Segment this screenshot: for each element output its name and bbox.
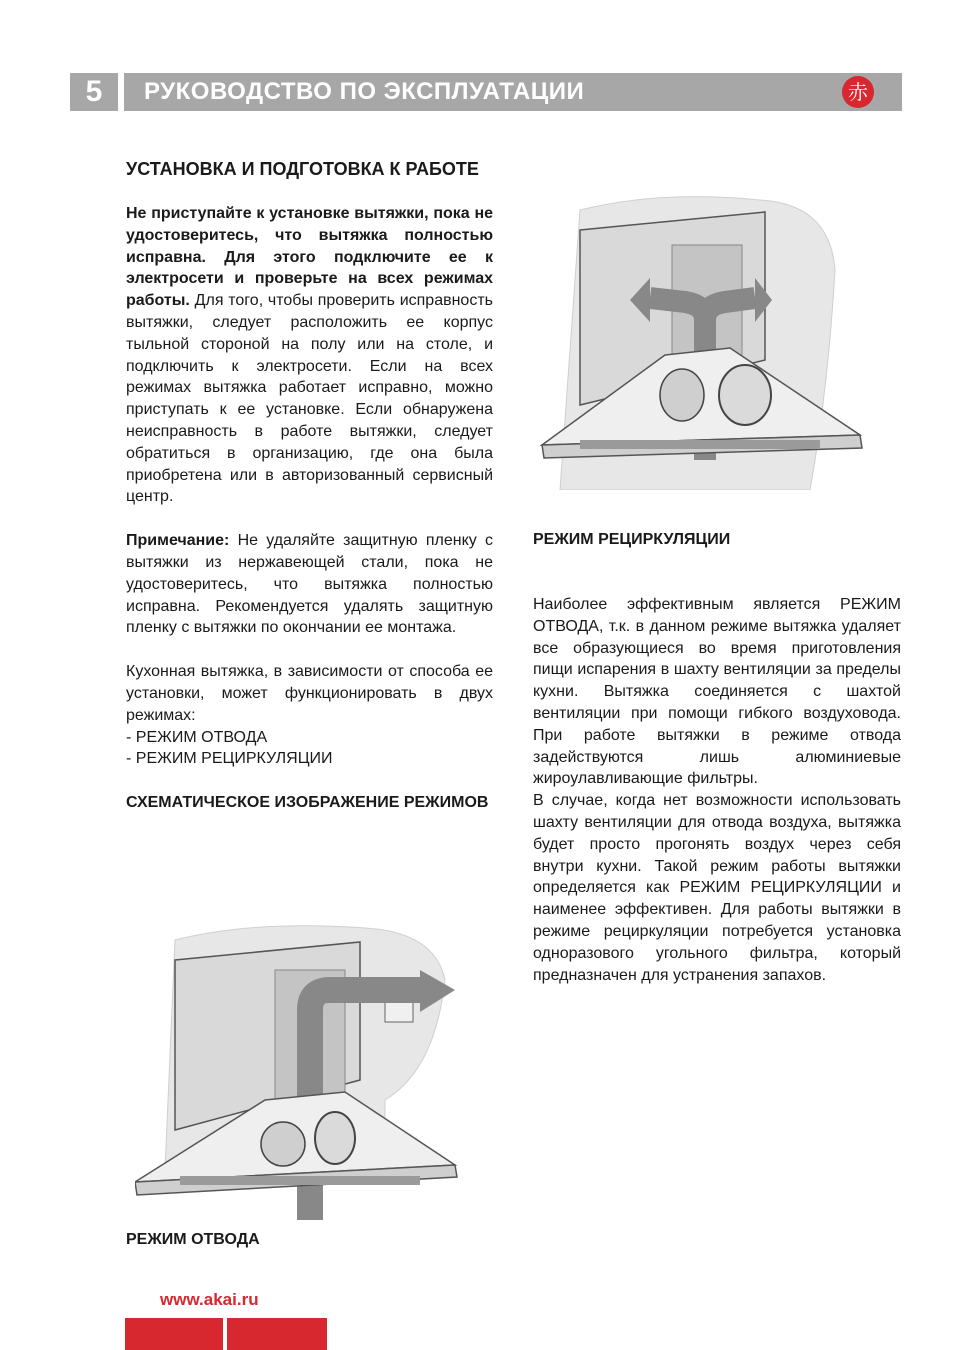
page-title: РУКОВОДСТВО ПО ЭКСПЛУАТАЦИИ bbox=[144, 78, 585, 105]
left-column bbox=[126, 157, 493, 814]
exhaust-mode-description: Наиболее эффективным является РЕЖИМ ОТВОДА, т.к. в данном режиме вытяжка удаляет все образующиеся во время приготовления пищи испарения в шахту вентиляции за пределы кухни. Вытяжка соединяется с шахтой вентиляции при помощи гибкого воздуховода. При работе вытяжки в режиме отвода задействуются лишь алюминиевые жироулавливающие фильтры. bbox=[533, 596, 901, 788]
recirculation-mode-caption: РЕЖИМ РЕЦИРКУЛЯЦИИ bbox=[533, 531, 731, 548]
modes-list bbox=[126, 727, 493, 771]
section-title: УСТАНОВКА И ПОДГОТОВКА К РАБОТЕ bbox=[126, 159, 479, 179]
note-label: Примечание: bbox=[126, 532, 230, 550]
install-paragraph bbox=[126, 203, 493, 508]
recirculation-mode-diagram bbox=[540, 190, 880, 490]
list-item: - РЕЖИМ ОТВОДА bbox=[126, 728, 268, 746]
recirculation-mode-description: В случае, когда нет возможности использовать шахту вентиляции для отвода воздуха, вытяжка будет просто прогонять воздух через себя внутри кухни. Такой режим работы вытяжки определяется как РЕЖИМ РЕЦИРКУЛЯЦИИ и наименее эффективен. Для работы вытяжки в режиме рециркуляции потребуется установка одноразового угольного фильтра, который предназначен для устранения запахов. bbox=[533, 792, 901, 984]
note-text: Не удаляйте защитную пленку с вытяжки из нержавеющей стали, пока не удостоверитесь, что вытяжка полностью исправна. Рекомендуется удалять защитную пленку с вытяжки по окончании ее монтажа. bbox=[126, 532, 493, 637]
exhaust-mode-caption: РЕЖИМ ОТВОДА bbox=[126, 1231, 260, 1248]
website-link[interactable]: www.akai.ru bbox=[160, 1290, 259, 1309]
list-item: - РЕЖИМ РЕЦИРКУЛЯЦИИ bbox=[126, 750, 333, 768]
exhaust-mode-diagram bbox=[135, 920, 475, 1225]
note-paragraph bbox=[126, 530, 493, 639]
right-column bbox=[533, 594, 901, 986]
header-bar bbox=[124, 73, 902, 111]
install-warning: Не приступайте к установке вытяжки, пока не удостоверитесь, что вытяжка полностью исправна. Для этого подключите ее к электросети и проверьте на всех режимах работы. bbox=[126, 205, 493, 310]
install-instructions: Для того, чтобы проверить исправность вытяжки, следует расположить ее корпус тыльной стороной на полу или на столе, и подключить к электросети. Если на всех режимах вытяжка работает исправно, можно приступать к ее установке. Если обнаружена неисправность в работе вытяжки, следует обратиться в организацию, где она была приобретена или в авторизованный сервисный центр. bbox=[126, 292, 493, 506]
akai-logo-icon: 赤 bbox=[842, 76, 874, 108]
footer-red-block bbox=[227, 1318, 327, 1350]
modes-intro: Кухонная вытяжка, в зависимости от способа ее установки, может функционировать в двух режимах: bbox=[126, 663, 493, 724]
schematic-title: СХЕМАТИЧЕСКОЕ ИЗОБРАЖЕНИЕ РЕЖИМОВ bbox=[126, 794, 489, 812]
footer-red-block bbox=[125, 1318, 223, 1350]
page-number: 5 bbox=[70, 73, 118, 111]
